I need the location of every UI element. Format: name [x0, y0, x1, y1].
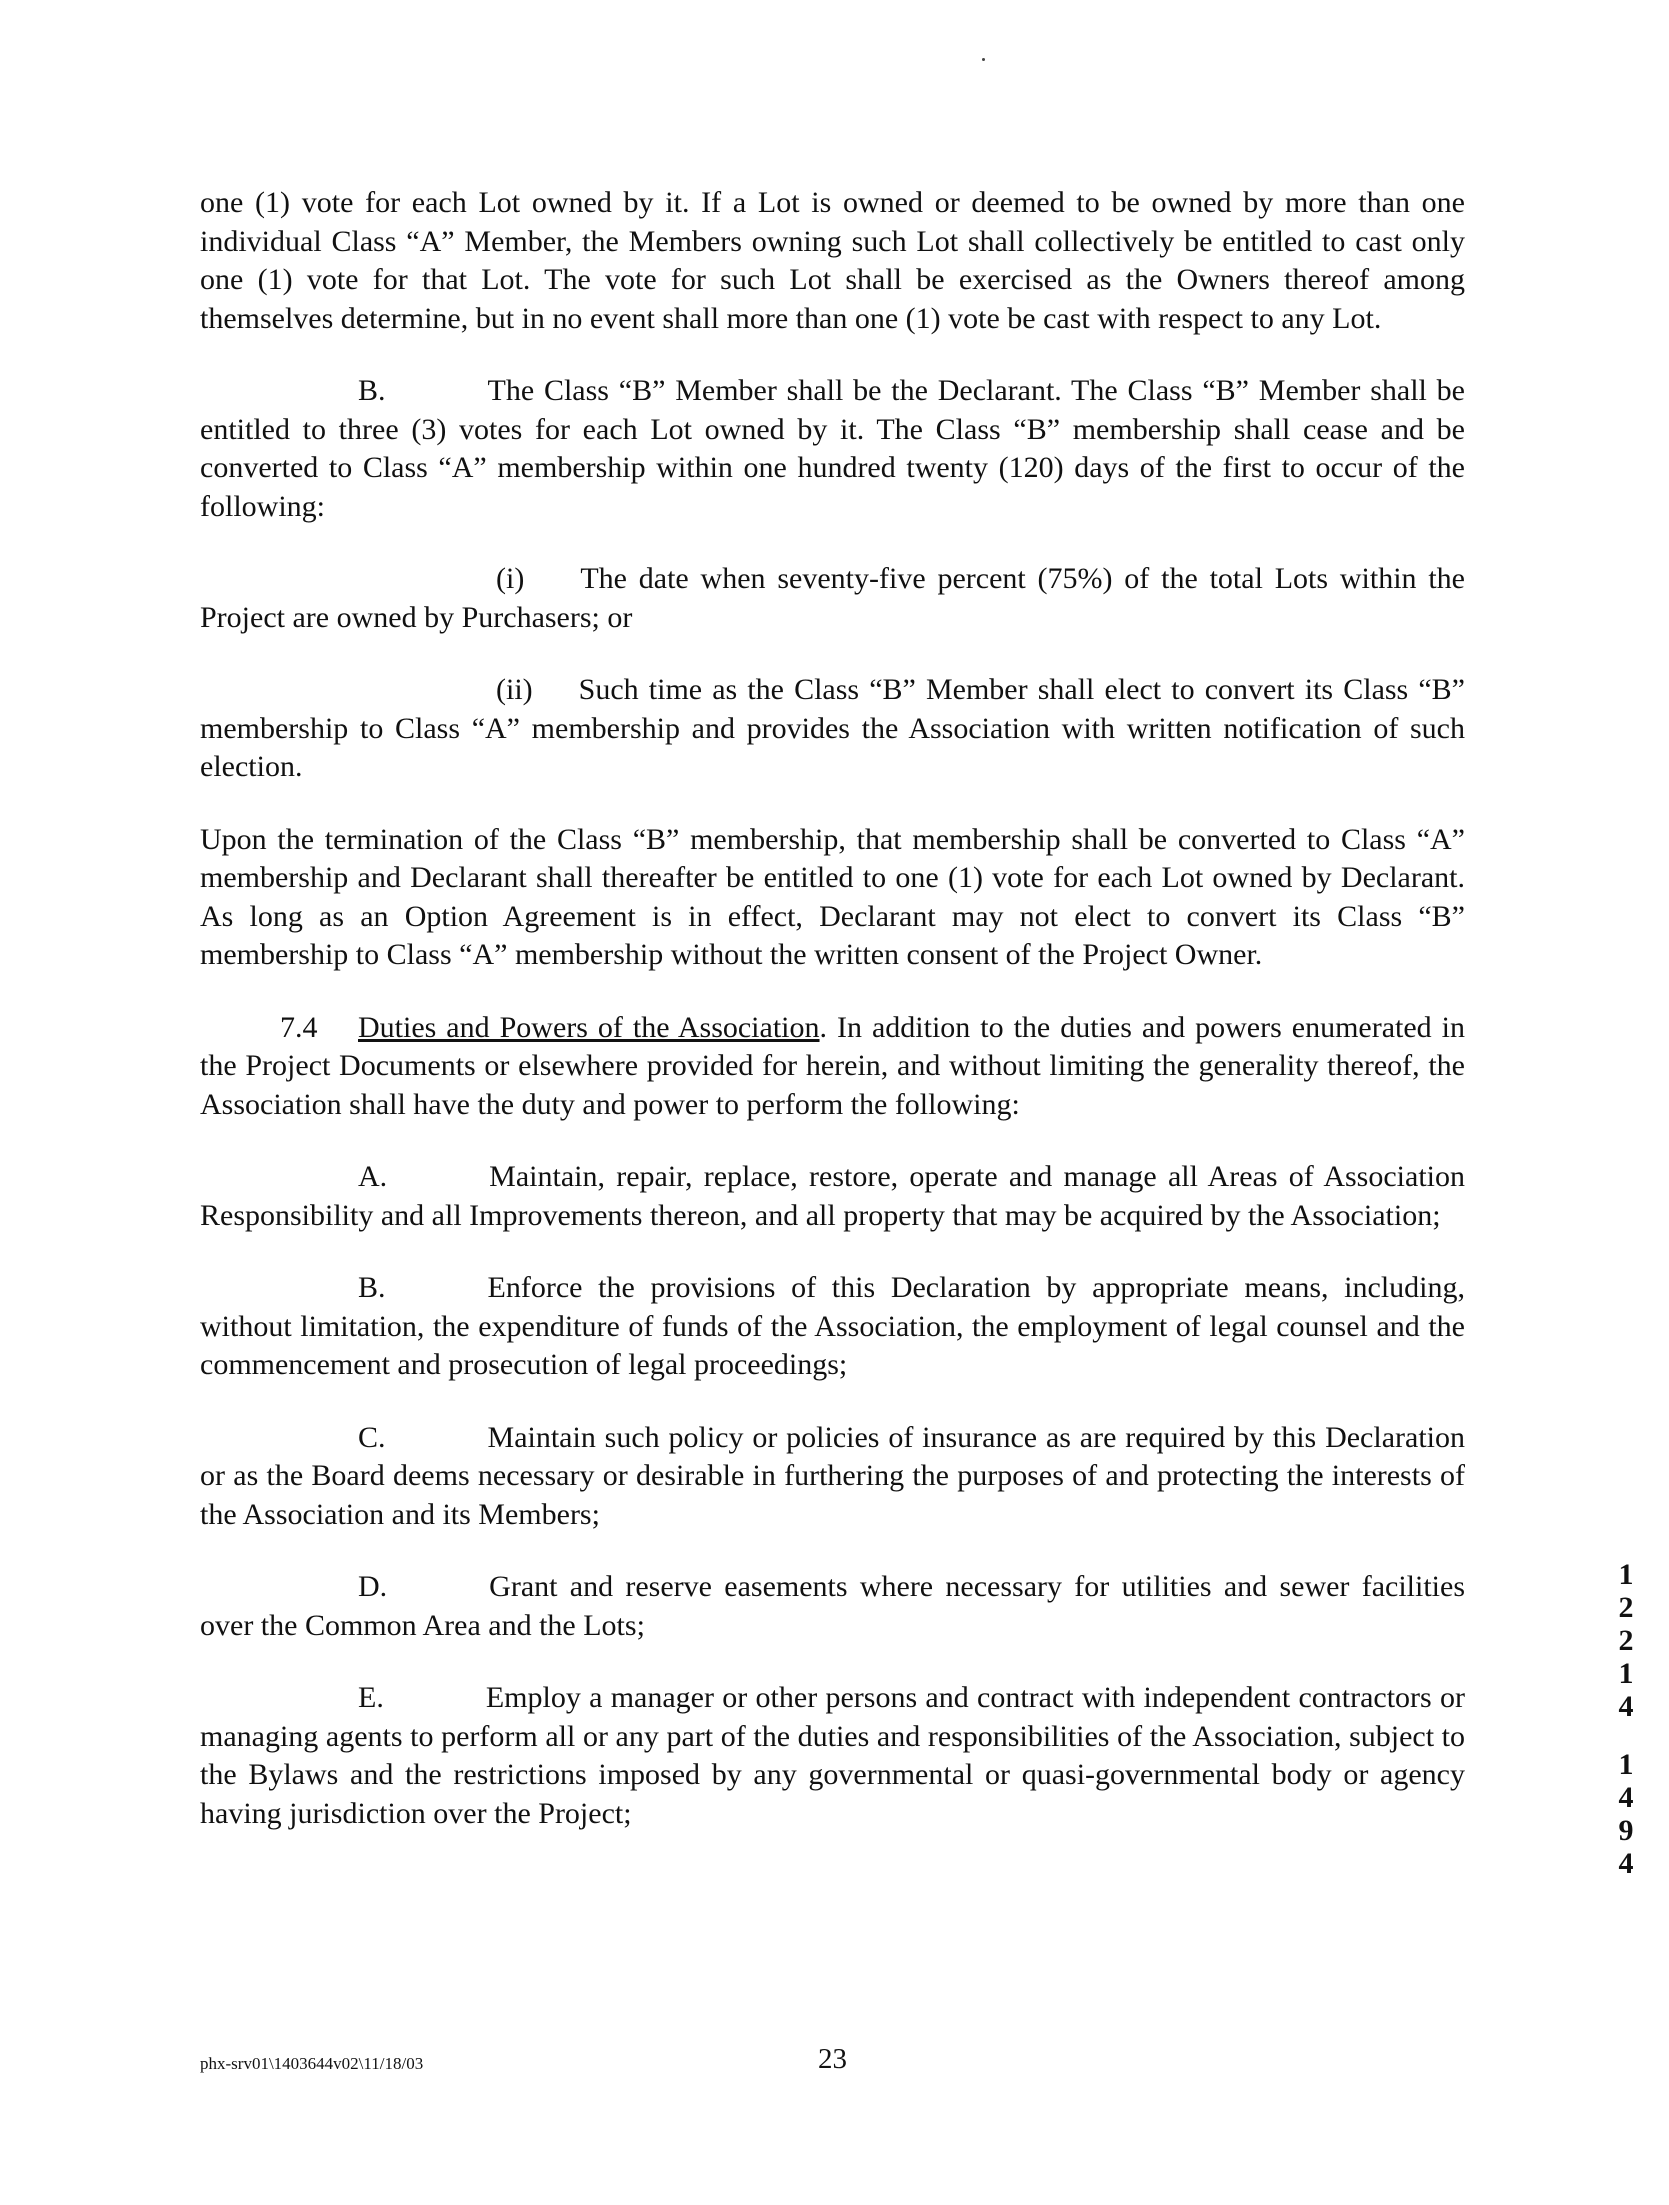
recording-digit: 2	[1618, 1591, 1634, 1624]
item-label-a: A.	[358, 1160, 388, 1193]
paragraph-item-i	[200, 560, 1465, 637]
recording-number-group-2	[1611, 1748, 1641, 1880]
paragraph-text: one (1) vote for each Lot owned by it. If a Lot is owned or deemed to be owned by more than one individual Class “A” Member, the Members owning such Lot shall collectively be entitled to cast only one (1) vote for that Lot. The vote for such Lot shall be exercised as the Owners thereof among themselves determine, but in no event shall more than one (1) vote be cast with respect to any Lot.	[200, 186, 1465, 335]
section-7-4	[200, 1009, 1465, 1125]
paragraph-text: Such time as the Class “B” Member shall elect to convert its Class “B” membership to Class “A” membership and provides the Association with written notification of such election.	[200, 673, 1465, 783]
paragraph-item-c	[200, 1419, 1465, 1535]
item-label-d: D.	[358, 1570, 388, 1603]
paragraph-class-b	[200, 372, 1465, 526]
paragraph-class-a-vote	[200, 184, 1465, 338]
recording-digit: 4	[1618, 1781, 1634, 1814]
paragraph-text: . In addition to the duties and powers enumerated in the Project Documents or elsewhere provided for herein, and without limiting the generality thereof, the Association shall have the duty and power to perform the following:	[200, 1010, 1465, 1121]
paragraph-text: The date when seventy-five percent (75%) of the total Lots within the Project are owned by Purchasers; or	[200, 562, 1465, 634]
recording-number-margin	[1611, 1558, 1641, 1905]
paragraph-text: Employ a manager or other persons and contract with independent contractors or managing agents to perform all or any part of the duties and responsibilities of the Association, subject to the Bylaws and the restrictions imposed by any governmental or quasi-governmental body or agency having jurisdiction over the Project;	[200, 1681, 1465, 1830]
item-label-i: (i)	[496, 562, 525, 595]
paragraph-text: Maintain, repair, replace, restore, operate and manage all Areas of Association Responsibility and all Improvements thereon, and all property that may be acquired by the Association;	[200, 1160, 1465, 1232]
recording-digit: 4	[1618, 1690, 1634, 1723]
recording-digit: 2	[1618, 1624, 1634, 1657]
paragraph-text: Grant and reserve easements where necessary for utilities and sewer facilities over the Common Area and the Lots;	[200, 1570, 1465, 1642]
item-label-ii: (ii)	[496, 673, 533, 706]
recording-digit: 4	[1618, 1847, 1634, 1880]
item-label-c: C.	[358, 1420, 386, 1454]
paragraph-item-ii	[200, 671, 1465, 787]
paragraph-termination	[200, 821, 1465, 975]
recording-number-group-1	[1611, 1558, 1641, 1723]
footer-page-number: 23	[818, 2043, 847, 2075]
paragraph-item-e	[200, 1679, 1465, 1833]
paragraph-text: Upon the termination of the Class “B” membership, that membership shall be converted to Class “A” membership and Declarant shall thereafter be entitled to one (1) vote for each Lot owned by Declarant. As long as an Option Agreement is in effect, Declarant may not elect to convert its Class “B” membership to Class “A” membership without the written consent of the Project Owner.	[200, 822, 1465, 971]
footer-document-id: phx-srv01\1403644v02\11/18/03	[200, 2054, 424, 2073]
recording-digit: 1	[1618, 1748, 1634, 1781]
paragraph-text: Enforce the provisions of this Declaration by appropriate means, including, without limitation, the expenditure of funds of the Association, the employment of legal counsel and the commencement and prosecution of legal proceedings;	[200, 1271, 1465, 1381]
document-body	[200, 184, 1465, 1867]
recording-digit: 1	[1618, 1558, 1634, 1591]
paragraph-item-d	[200, 1568, 1465, 1645]
paragraph-item-b	[200, 1269, 1465, 1385]
paragraph-text: The Class “B” Member shall be the Declarant. The Class “B” Member shall be entitled to three (3) votes for each Lot owned by it. The Class “B” membership shall cease and be converted to Class “A” membership within one hundred twenty (120) days of the first to occur of the following:	[200, 374, 1465, 523]
section-heading: Duties and Powers of the Association	[358, 1010, 820, 1044]
item-label-e: E.	[358, 1681, 384, 1714]
recording-digit: 9	[1618, 1814, 1634, 1847]
item-label-b: B.	[358, 1271, 386, 1304]
item-label-b: B.	[358, 374, 386, 407]
paragraph-item-a	[200, 1158, 1465, 1235]
scan-speck	[982, 58, 985, 61]
section-number: 7.4	[280, 1010, 318, 1044]
recording-digit: 1	[1618, 1657, 1634, 1690]
paragraph-text: Maintain such policy or policies of insurance as are required by this Declaration or as the Board deems necessary or desirable in furthering the purposes of and protecting the interests of the Association and its Members;	[200, 1420, 1465, 1531]
